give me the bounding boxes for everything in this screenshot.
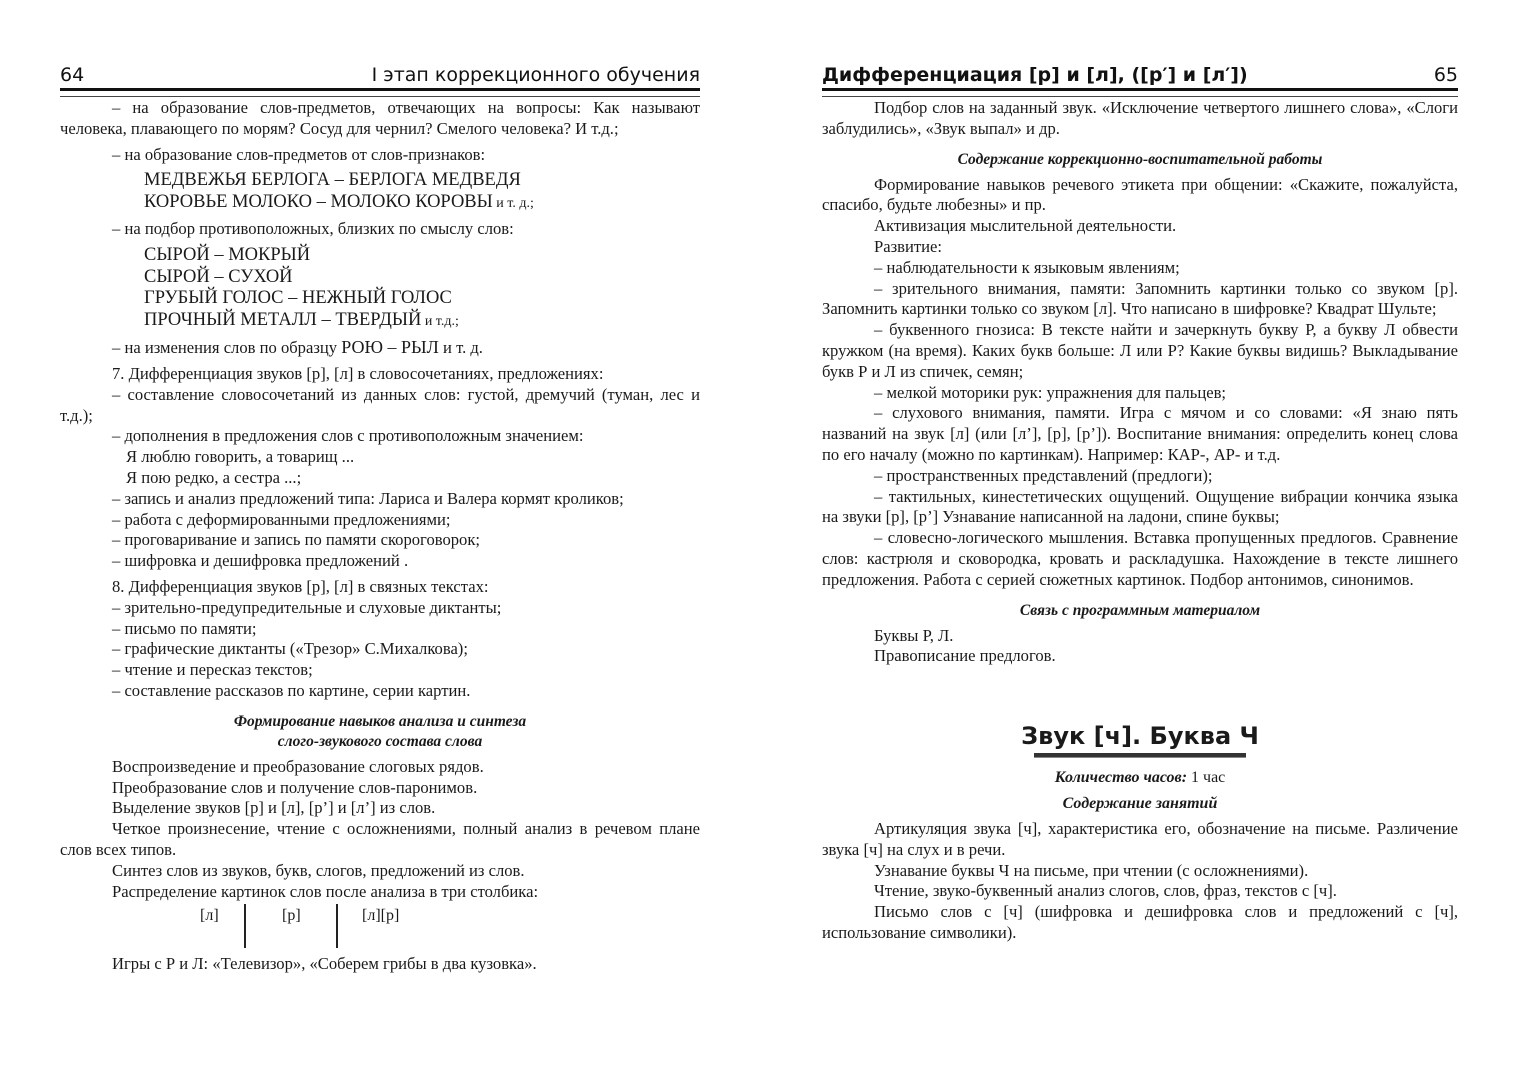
list-item: – составление словосочетаний из данных слов: густой, дремучий (туман, лес и т.д.); [60, 384, 700, 425]
list-title: 8. Дифференциация звуков [р], [л] в связных текстах: [112, 576, 489, 596]
list-item: – зрительно-предупредительные и слуховые диктанты; [112, 597, 502, 617]
paragraph: Распределение картинок слов после анализа в три столбика: [112, 881, 539, 901]
page-number: 64 [60, 64, 85, 86]
header-rule [60, 88, 700, 97]
example-line: КОРОВЬЕ МОЛОКО – МОЛОКО КОРОВЫ и т. д.; [144, 191, 534, 212]
list-item: Я люблю говорить, а товарищ ... [126, 447, 355, 467]
list-item: – проговаривание и запись по памяти скороговорок; [112, 530, 481, 550]
paragraph: – на образование слов-предметов от слов-признаков: [112, 144, 486, 164]
section-heading: Формирование навыков анализа и синтеза [233, 712, 527, 730]
running-title: Дифференциация [р] и [л], ([р′] и [л′]) [822, 64, 1248, 86]
column-label: [л] [200, 907, 219, 925]
column-label: [л][р] [362, 907, 400, 925]
section-heading: Содержание коррекционно-воспитательной работы [957, 150, 1323, 168]
section-heading: Содержание занятий [1062, 794, 1218, 812]
left-page [60, 0, 700, 1080]
column-divider [244, 904, 246, 948]
list-item: – пространственных представлений (предлоги); [874, 465, 1213, 485]
paragraph: Воспроизведение и преобразование слоговых рядов. [112, 756, 484, 776]
list-item: – слухового внимания, памяти. Игра с мячом и со словами: «Я знаю пять названий на звук [л] (или [л’], [р], [р’]). Воспитание внимания: определить конец слова по его началу (можно по картинкам). Например: КАР-, АР- и т.д. [822, 403, 1458, 464]
list-item: – наблюдательности к языковым явлениям; [874, 257, 1180, 277]
running-title: I этап коррекционного обучения [371, 64, 700, 86]
section-heading: слого-звукового состава слова [277, 732, 483, 750]
right-page-body [822, 98, 1458, 944]
paragraph: – на образование слов-предметов, отвечающих на вопросы: Как называют человека, плавающего по морям? Сосуд для чернил? Смелого человека? И т.д.; [60, 98, 700, 138]
running-header-right [822, 56, 1458, 86]
list-title: 7. Дифференциация звуков [р], [л] в словосочетаниях, предложениях: [112, 363, 604, 383]
list-item: – зрительного внимания, памяти: Запомнить картинки только со звуком [р]. Запомнить картинки только со звуком [л]. Что написано в шифровке? Квадрат Шульте; [822, 278, 1458, 319]
paragraph: Правописание предлогов. [874, 646, 1056, 666]
paragraph: Активизация мыслительной деятельности. [874, 216, 1177, 236]
paragraph: Преобразование слов и получение слов-паронимов. [112, 777, 478, 797]
page-number: 65 [1433, 64, 1458, 86]
hours-line: Количество часов: 1 час [1054, 769, 1226, 787]
column-label: [р] [282, 907, 301, 925]
list-item: – чтение и пересказ текстов; [112, 660, 313, 680]
paragraph: Письмо слов с [ч] (шифровка и дешифровка слов и предложений с [ч], использование символики). [822, 902, 1458, 942]
right-page [822, 0, 1458, 1080]
list-item: – шифровка и дешифровка предложений . [112, 551, 409, 571]
example-line: СЫРОЙ – СУХОЙ [144, 266, 293, 287]
paragraph: Формирование навыков речевого этикета при общении: «Скажите, пожалуйста, спасибо, будьте любезны» и пр. [822, 174, 1458, 215]
list-item: – работа с деформированными предложениями; [112, 509, 451, 529]
paragraph: Выделение звуков [р] и [л], [р’] и [л’] из слов. [112, 798, 436, 818]
three-column-diagram [112, 902, 700, 954]
list-item: – мелкой моторики рук: упражнения для пальцев; [874, 382, 1227, 402]
list-item: – запись и анализ предложений типа: Лариса и Валера кормят кроликов; [112, 488, 624, 508]
header-rule [822, 88, 1458, 97]
example-line: МЕДВЕЖЬЯ БЕРЛОГА – БЕРЛОГА МЕДВЕДЯ [144, 170, 521, 191]
paragraph: Развитие: [874, 236, 942, 256]
list-item: – словесно-логического мышления. Вставка пропущенных предлогов. Сравнение слов: кастрюля и сковородка, кровать и раскладушка. Нахождение в тексте лишнего предложения. Работа с серией сюжетных картинок. Подбор антонимов, синонимов. [822, 528, 1458, 589]
list-item: – письмо по памяти; [112, 618, 257, 638]
list-item: – дополнения в предложения слов с противоположным значением: [112, 426, 584, 446]
column-divider [336, 904, 338, 948]
section-heading: Связь с программным материалом [1019, 601, 1261, 619]
paragraph: Буквы Р, Л. [874, 625, 954, 645]
list-item: Я пою редко, а сестра ...; [126, 467, 302, 487]
paragraph: Узнавание буквы Ч на письме, при чтении (с осложнениями). [874, 860, 1309, 880]
paragraph: – на подбор противоположных, близких по смыслу слов: [112, 219, 514, 239]
example-line: СЫРОЙ – МОКРЫЙ [144, 245, 311, 266]
paragraph: Синтез слов из звуков, букв, слогов, предложений из слов. [112, 860, 525, 880]
paragraph: Четкое произнесение, чтение с осложнениями, полный анализ в речевом плане слов всех типов. [60, 819, 700, 859]
paragraph: Артикуляция звука [ч], характеристика его, обозначение на письме. Различение звука [ч] на слух и в речи. [822, 818, 1458, 859]
paragraph: Чтение, звуко-буквенный анализ слогов, слов, фраз, текстов с [ч]. [874, 881, 1337, 901]
list-item: – составление рассказов по картине, серии картин. [112, 680, 471, 700]
paragraph: – на изменения слов по образцу РОЮ – РЫЛ и т. д. [112, 337, 483, 358]
chapter-underline [1034, 753, 1246, 758]
list-item: – графические диктанты («Трезор» С.Михалкова); [112, 639, 468, 659]
paragraph: Игры с Р и Л: «Телевизор», «Соберем грибы в два кузовка». [112, 954, 537, 974]
running-header-left [60, 56, 700, 86]
example-line: ПРОЧНЫЙ МЕТАЛЛ – ТВЕРДЫЙ и т.д.; [144, 309, 459, 330]
left-page-body [60, 98, 700, 975]
paragraph: Подбор слов на заданный звук. «Исключение четвертого лишнего слова», «Слоги заблудились», «Звук выпал» и др. [822, 98, 1458, 138]
chapter-title: Звук [ч]. Буква Ч [1021, 722, 1259, 751]
list-item: – тактильных, кинестетических ощущений. Ощущение вибрации кончика языка на звуки [р], [р’] Узнавание написанной на ладони, спине буквы; [822, 486, 1458, 527]
list-item: – буквенного гнозиса: В тексте найти и зачеркнуть букву Р, а букву Л обвести кружком (на время). Каких букв больше: Л или Р? Какие буквы видишь? Выкладывание букв Р и Л из спичек, семян; [822, 320, 1458, 381]
example-line: ГРУБЫЙ ГОЛОС – НЕЖНЫЙ ГОЛОС [144, 288, 452, 309]
